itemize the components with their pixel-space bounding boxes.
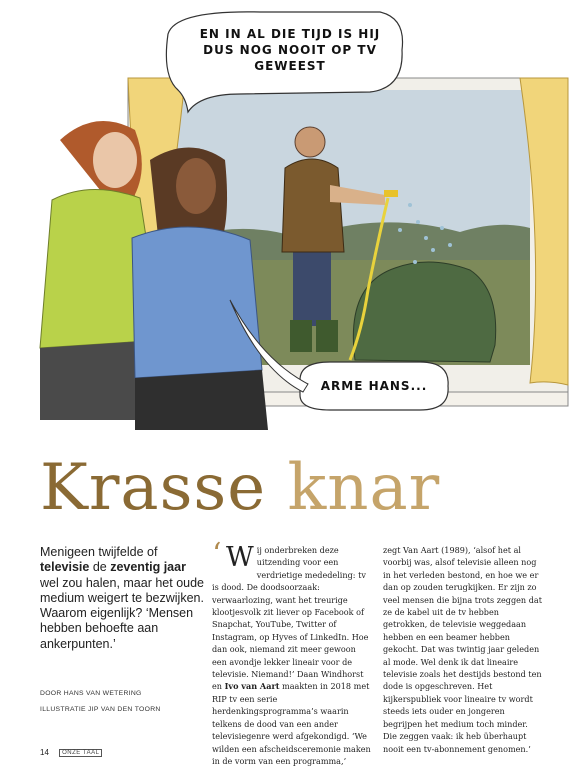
column-1-text-b: maakten in 2018 met RIP tv een serie herdenkingsprogramma’s waarin telkens de dood van een ander televisiegenre werd afgekondigd. ‘We wilden een afscheidsceremonie maken in de vorm van een programma,’: [212, 681, 371, 766]
byline: DOOR HANS VAN WETERING: [40, 690, 142, 697]
column-1-name: Ivo van Aart: [224, 681, 280, 692]
article-title: [40, 448, 440, 528]
intro-text-c: de: [89, 560, 111, 575]
column-1-text-a: ij onderbreken deze uitzending voor een verdrietige mededeling: tv is dood. De doodsoorzaak: verwaarlozing, want het treurige klootjesvolk zit liever op Facebook of Snapchat, YouTube, Twitter of Instagram, op Hyves of LinkedIn. Hoe dan ook, niemand zit meer gewoon een avondje lekker lineair voor de televisie. Niemand!’ Daan Windhorst en: [212, 545, 369, 692]
opening-quote-mark: ‘: [212, 537, 222, 572]
intro-text-d: wel zou halen, maar het oude medium weigert te bezwijken. Waarom eigenlijk? ‘Mensen hebben behoefte aan ankerpunten.’: [40, 575, 204, 651]
magazine-logo: ONZE TAAL: [59, 749, 102, 757]
illustration-credit: ILLUSTRATIE JIP VAN DEN TOORN: [40, 706, 161, 713]
page-footer: [40, 748, 102, 757]
article-column-1: [212, 544, 372, 767]
title-word-1: Krasse: [40, 451, 267, 525]
intro-bold-2: zeventig jaar: [110, 560, 186, 575]
speech-bubble-top: EN IN AL DIE TIJD IS HIJ DUS NOG NOOIT OP TV GEWEEST: [199, 27, 381, 73]
intro-bold-1: televisie: [40, 560, 90, 575]
article-column-2: zegt Van Aart (1989), ‘alsof het al voorbij was, alsof televisie alleen nog in het verleden bestond, en hoe we er dan op zouden terugkijken. Er zijn zo veel mensen die bijna trots zeggen dat ze de kabel uit de tv hebben getrokken, de televisie weggedaan hebben en een beamer hebben gekocht. Dat was twintig jaar geleden al mode. Wel denk ik dat lineaire televisie zoals het destijds bestond ten dode is opgeschreven. Het kijkerspubliek voor lineaire tv wordt steeds iets ouder en jongeren begrijpen het medium toch minder. Die zeggen vaak: ik heb überhaupt nooit een tv-abonnement genomen.’: [383, 545, 542, 754]
intro-text-a: Menigeen twijfelde of: [40, 545, 158, 559]
page-number: 14: [40, 748, 49, 757]
article-intro: [40, 545, 208, 652]
speech-bubble-bottom: ARME HANS...: [320, 379, 428, 393]
drop-cap: W: [226, 542, 254, 573]
title-word-2: knar: [287, 451, 441, 525]
